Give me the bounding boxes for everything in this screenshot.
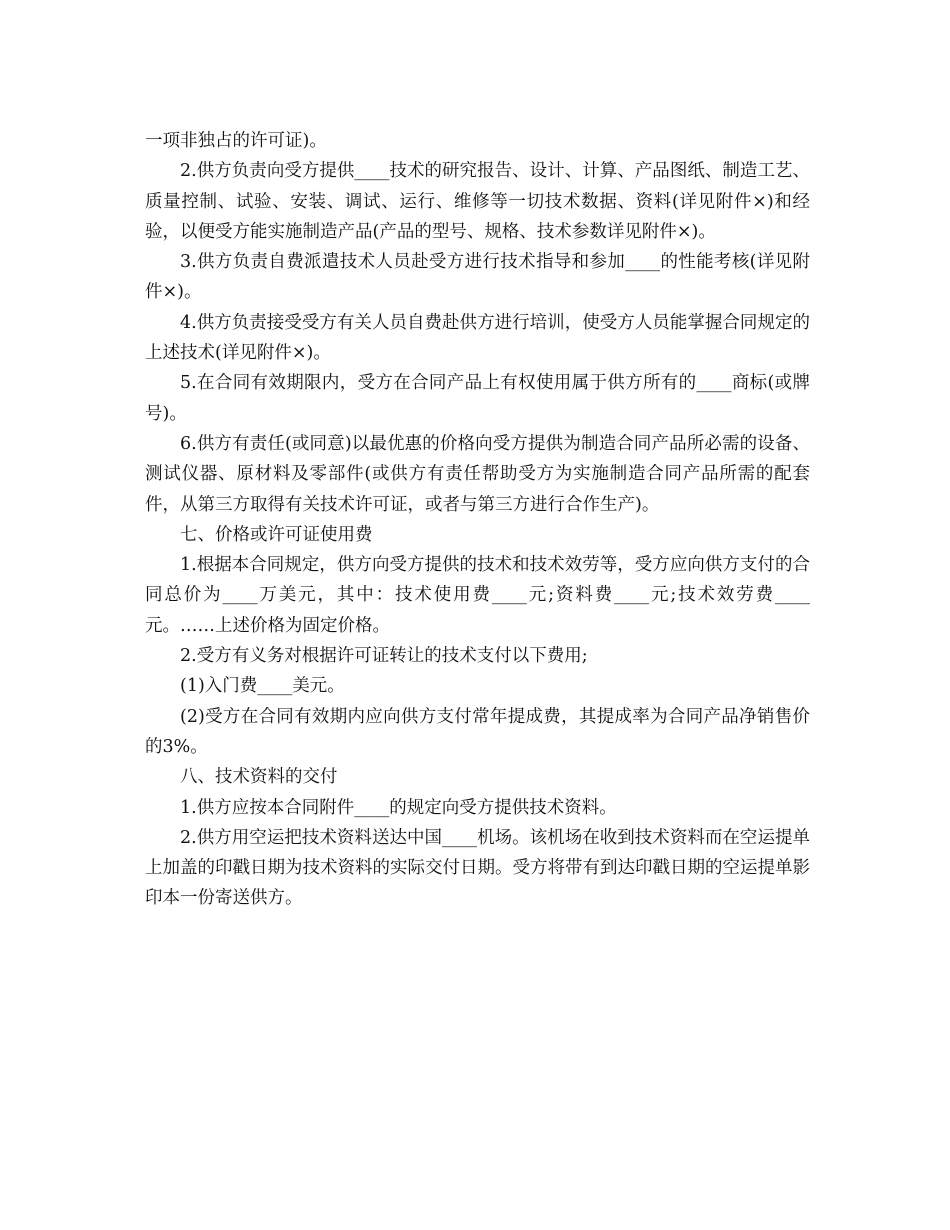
clause-6-equipment-supply: 6.供方有责任(或同意)以最优惠的价格向受方提供为制造合同产品所必需的设备、测试仪器、原材料及零部件(或供方有责任帮助受方为实施制造合同产品所需的配套件，从第三方取得有关技术许可证，或者与第三方进行合作生产)。 (145, 433, 810, 515)
clause-3-technical-guidance: 3.供方负责自费派遣技术人员赴受方进行技术指导和参加____的性能考核(详见附件×)。 (145, 252, 810, 303)
clause-2-supply-technical-data: 2.供方负责向受方提供____技术的研究报告、设计、计算、产品图纸、制造工艺、质量控制、试验、安装、调试、运行、维修等一切技术数据、资料(详见附件×)和经验，以便受方能实施制造产品(产品的型号、规格、技术参数详见附件×)。 (145, 161, 810, 242)
section-heading-price: 七、价格或许可证使用费 (180, 524, 373, 545)
clause-4-training: 4.供方负责接受受方有关人员自费赴供方进行培训，使受方人员能掌握合同规定的上述技术(详见附件×)。 (145, 312, 810, 364)
document-page (145, 126, 810, 914)
paragraph-continuation: 一项非独占的许可证)。 (145, 131, 327, 151)
delivery-clause-2-air-transport: 2.供方用空运把技术资料送达中国____机场。该机场在收到技术资料而在空运提单上加盖的印戳日期为技术资料的实际交付日期。受方将带有到达印戳日期的空运提单影印本一份寄送供方。 (145, 827, 810, 909)
price-clause-2-fees: 2.受方有义务对根据许可证转让的技术支付以下费用; (180, 646, 588, 667)
price-clause-royalty: (2)受方在合同有效期内应向供方支付常年提成费，其提成率为合同产品净销售价的3%。 (145, 706, 810, 757)
price-clause-1-total-price: 1.根据本合同规定，供方向受方提供的技术和技术效劳等，受方应向供方支付的合同总价为____万美元，其中：技术使用费____元;资料费____元;技术效劳费____元。……上述价格为固定价格。 (145, 555, 810, 636)
delivery-clause-1: 1.供方应按本合同附件____的规定向受方提供技术资料。 (180, 797, 617, 818)
clause-5-trademark: 5.在合同有效期限内，受方在合同产品上有权使用属于供方所有的____商标(或牌号)。 (145, 373, 810, 424)
section-heading-delivery: 八、技术资料的交付 (180, 767, 338, 788)
price-clause-entry-fee: (1)入门费____美元。 (180, 676, 345, 697)
